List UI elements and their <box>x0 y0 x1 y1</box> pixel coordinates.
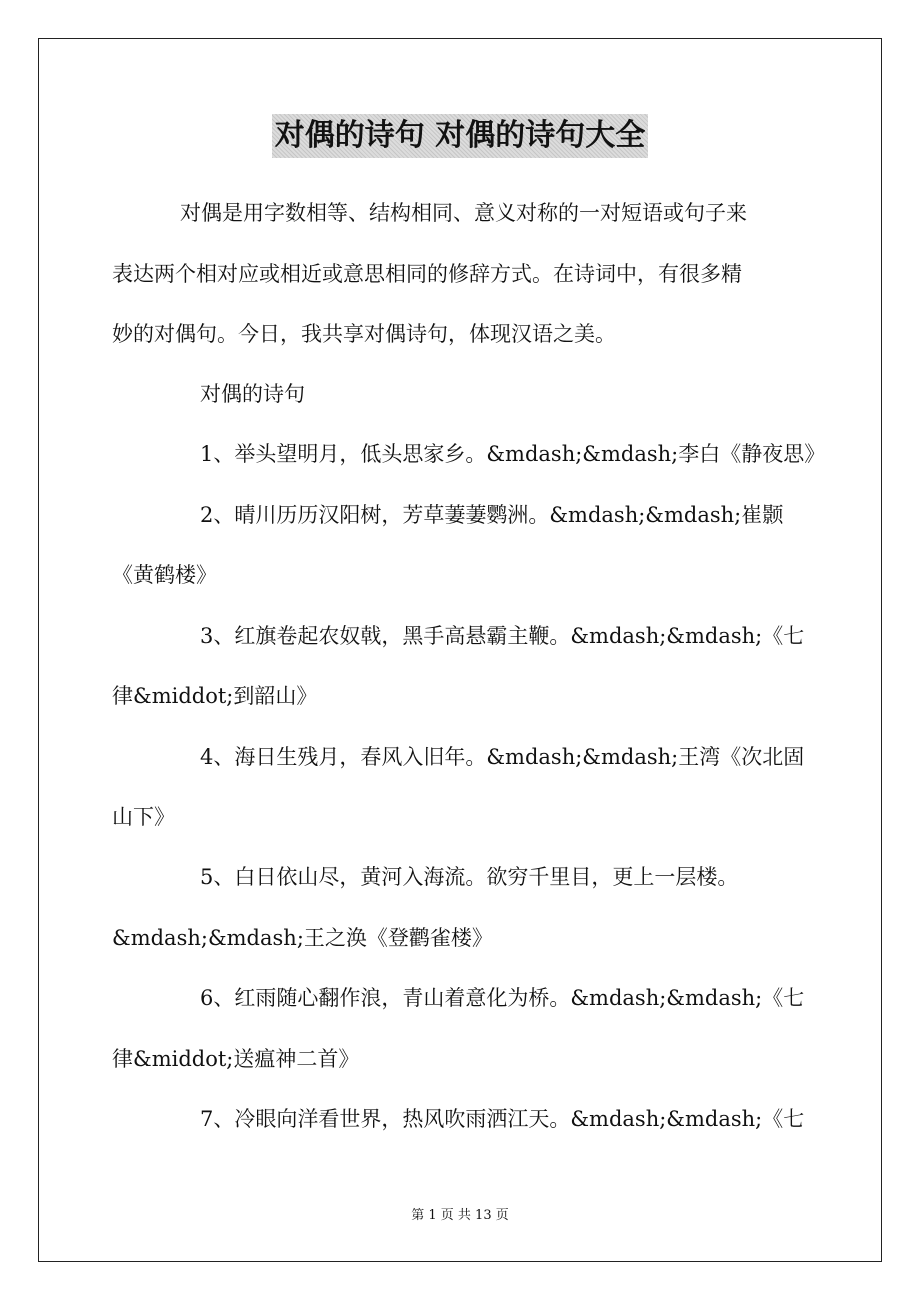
poem-item-2: 2、晴川历历汉阳树，芳草萋萋鹦洲。&mdash;&mdash;崔颢 <box>200 503 784 527</box>
section-heading: 对偶的诗句 <box>200 382 305 406</box>
intro-line-3: 妙的对偶句。今日，我共享对偶诗句，体现汉语之美。 <box>112 322 616 346</box>
page-footer: 第 1 页 共 13 页 <box>411 1208 509 1223</box>
poem-item-6: 6、红雨随心翻作浪，青山着意化为桥。&mdash;&mdash;《七 <box>200 986 805 1010</box>
intro-line-1: 对偶是用字数相等、结构相同、意义对称的一对短语或句子来 <box>180 201 747 225</box>
poem-item-2-cont: 《黄鹤楼》 <box>112 563 217 587</box>
poem-item-5-cont: &mdash;&mdash;王之涣《登鹳雀楼》 <box>112 926 493 950</box>
poem-item-1: 1、举头望明月，低头思家乡。&mdash;&mdash;李白《静夜思》 <box>200 442 826 466</box>
poem-item-3-cont: 律&middot;到韶山》 <box>112 684 318 708</box>
poem-item-5: 5、白日依山尽，黄河入海流。欲穷千里目，更上一层楼。 <box>200 865 739 889</box>
document-title-container <box>0 114 920 158</box>
document-title: 对偶的诗句 对偶的诗句大全 <box>272 114 648 158</box>
poem-item-4-cont: 山下》 <box>112 805 175 829</box>
poem-item-3: 3、红旗卷起农奴戟，黑手高悬霸主鞭。&mdash;&mdash;《七 <box>200 624 805 648</box>
intro-line-2: 表达两个相对应或相近或意思相同的修辞方式。在诗词中，有很多精 <box>112 262 742 286</box>
poem-item-4: 4、海日生残月，春风入旧年。&mdash;&mdash;王湾《次北固 <box>200 745 805 769</box>
poem-item-6-cont: 律&middot;送瘟神二首》 <box>112 1047 360 1071</box>
poem-item-7: 7、冷眼向洋看世界，热风吹雨洒江天。&mdash;&mdash;《七 <box>200 1107 805 1131</box>
